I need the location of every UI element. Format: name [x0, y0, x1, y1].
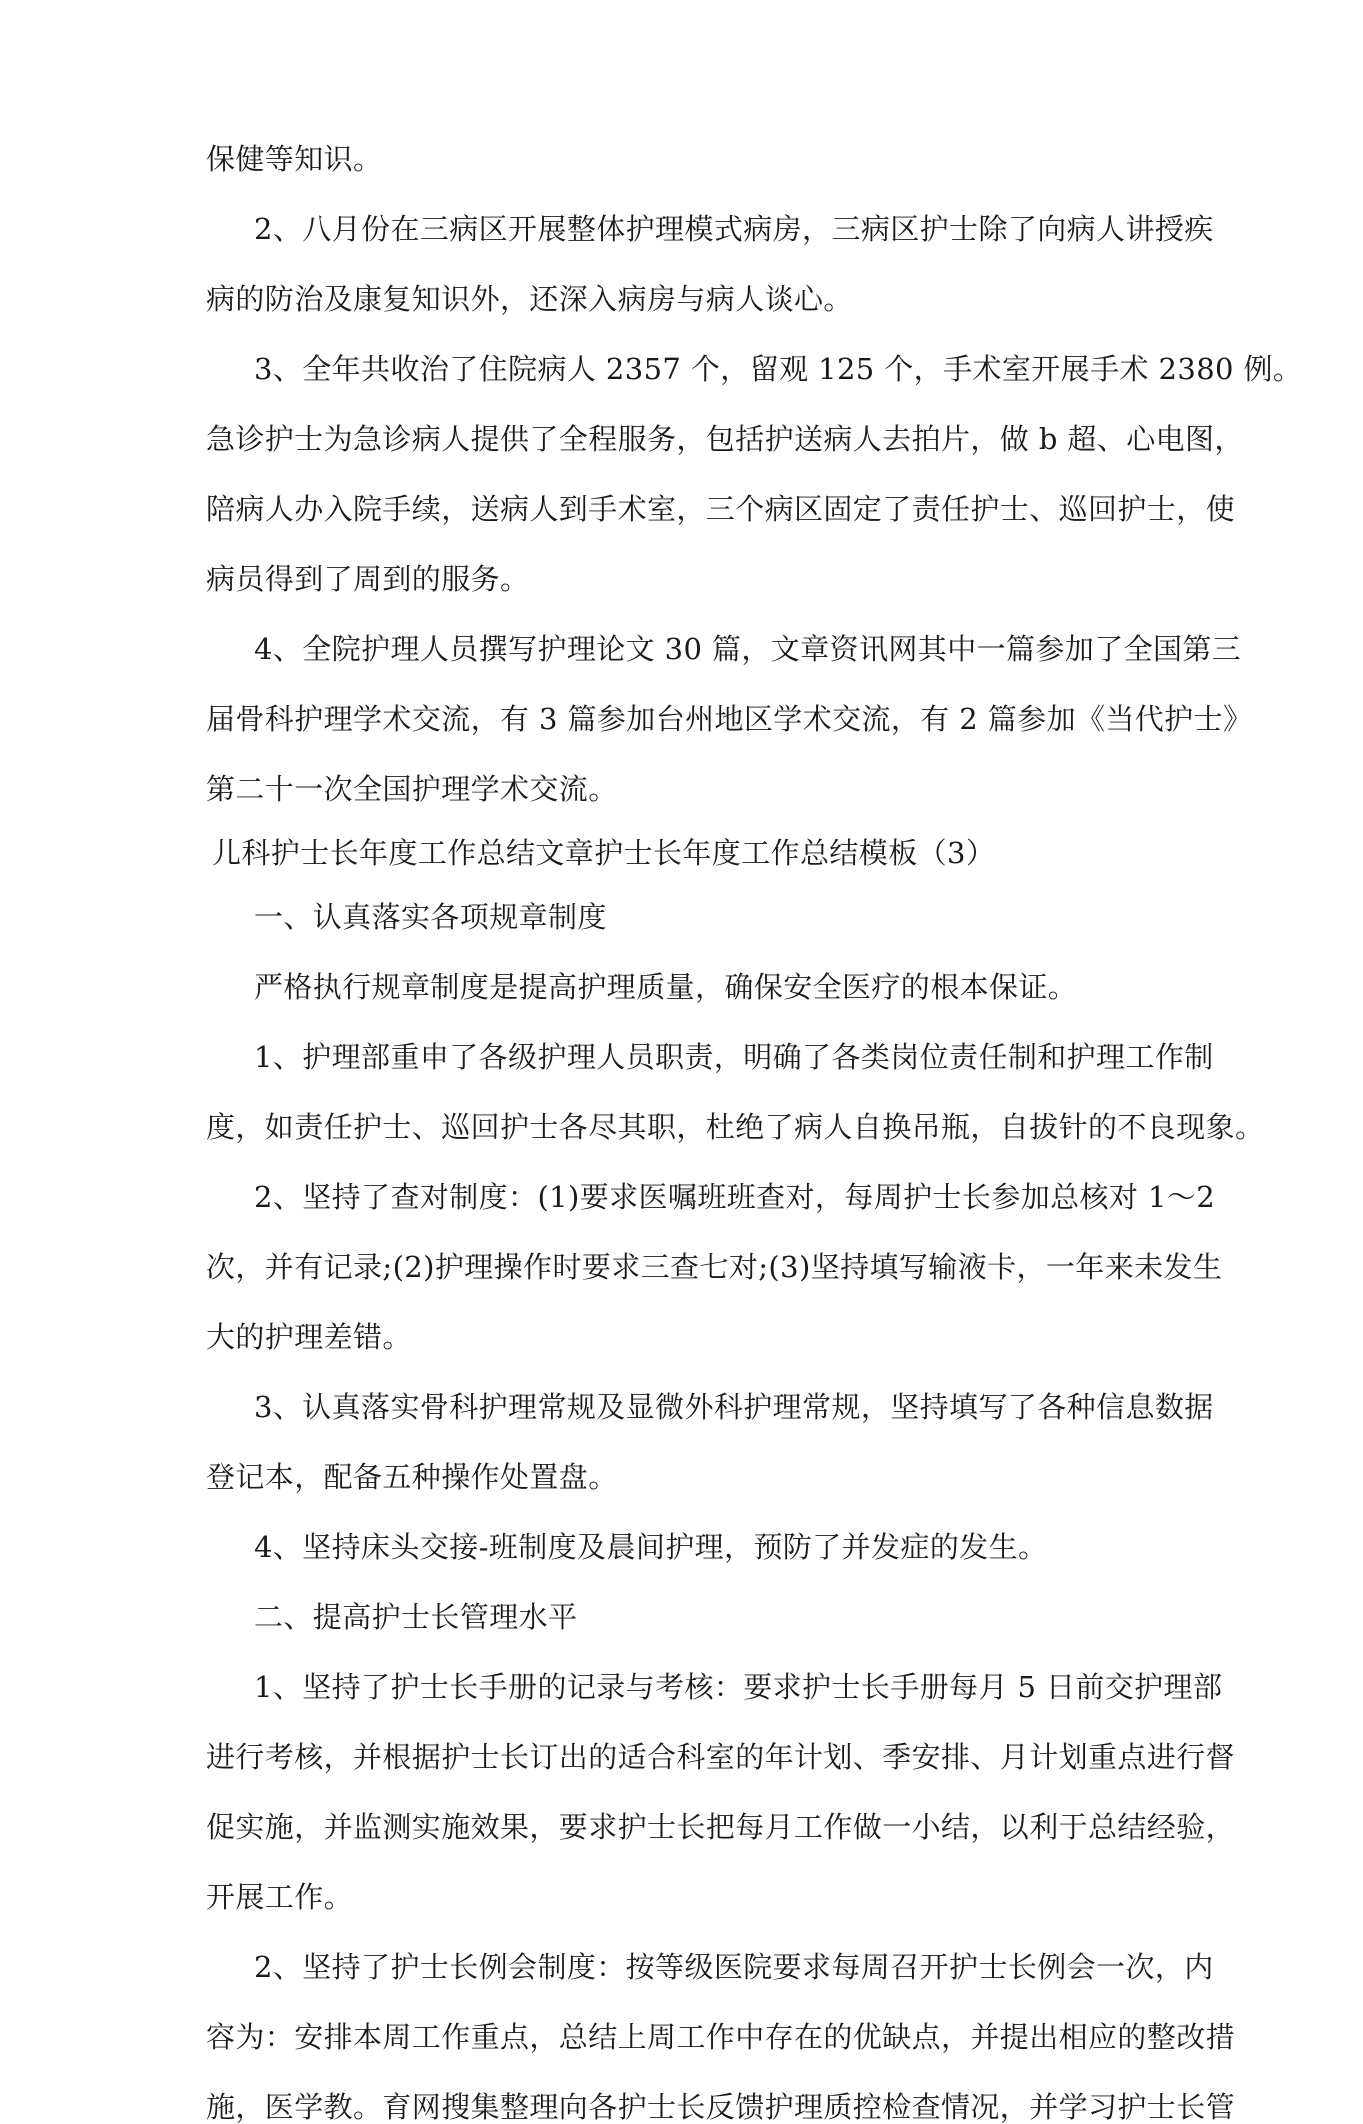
- text-line: 陪病人办入院手续，送病人到手术室，三个病区固定了责任护士、巡回护士，使: [206, 492, 1236, 526]
- text-line: 4、坚持床头交接-班制度及晨间护理，预防了并发症的发生。: [254, 1530, 1048, 1564]
- section-heading: 二、提高护士长管理水平: [254, 1600, 578, 1634]
- text-line: 大的护理差错。: [206, 1320, 412, 1354]
- text-line: 登记本，配备五种操作处置盘。: [206, 1460, 618, 1494]
- text-line: 次，并有记录;(2)护理操作时要求三查七对;(3)坚持填写输液卡，一年来未发生: [206, 1250, 1223, 1284]
- text-line: 第二十一次全国护理学术交流。: [206, 772, 618, 806]
- text-line: 促实施，并监测实施效果，要求护士长把每月工作做一小结，以利于总结经验，: [206, 1810, 1236, 1844]
- text-line: 严格执行规章制度是提高护理质量，确保安全医疗的根本保证。: [254, 970, 1078, 1004]
- document-page: [206, 142, 1303, 2124]
- section-heading: 一、认真落实各项规章制度: [254, 900, 607, 934]
- text-line: 1、坚持了护士长手册的记录与考核：要求护士长手册每月 5 日前交护理部: [254, 1670, 1223, 1704]
- text-line: 4、全院护理人员撰写护理论文 30 篇，文章资讯网其中一篇参加了全国第三: [254, 632, 1242, 666]
- text-line: 3、认真落实骨科护理常规及显微外科护理常规，坚持填写了各种信息数据: [254, 1390, 1214, 1424]
- text-line: 2、坚持了查对制度：(1)要求医嘱班班查对，每周护士长参加总核对 1～2: [254, 1180, 1216, 1214]
- text-line: 2、坚持了护士长例会制度：按等级医院要求每周召开护士长例会一次，内: [254, 1950, 1214, 1984]
- text-line: 届骨科护理学术交流，有 3 篇参加台州地区学术交流，有 2 篇参加《当代护士》: [206, 702, 1253, 736]
- text-line: 急诊护士为急诊病人提供了全程服务，包括护送病人去拍片，做 b 超、心电图，: [206, 422, 1244, 456]
- text-line: 容为：安排本周工作重点，总结上周工作中存在的优缺点，并提出相应的整改措: [206, 2020, 1236, 2054]
- text-line: 施，医学教。育网搜集整理向各护士长反馈护理质控检查情况，并学习护士长管: [206, 2090, 1236, 2124]
- text-line: 度，如责任护士、巡回护士各尽其职，杜绝了病人自换吊瓶，自拔针的不良现象。: [206, 1110, 1265, 1144]
- text-line: 2、八月份在三病区开展整体护理模式病房，三病区护士除了向病人讲授疾: [254, 212, 1214, 246]
- text-line: 病的防治及康复知识外，还深入病房与病人谈心。: [206, 282, 853, 316]
- text-line: 病员得到了周到的服务。: [206, 562, 530, 596]
- text-line: 开展工作。: [206, 1880, 354, 1914]
- text-line: 进行考核，并根据护士长订出的适合科室的年计划、季安排、月计划重点进行督: [206, 1740, 1236, 1774]
- text-line: 3、全年共收治了住院病人 2357 个，留观 125 个，手术室开展手术 2380 例。: [254, 352, 1303, 386]
- text-line: 1、护理部重申了各级护理人员职责，明确了各类岗位责任制和护理工作制: [254, 1040, 1214, 1074]
- section-title: 儿科护士长年度工作总结文章护士长年度工作总结模板（3）: [212, 836, 996, 870]
- text-line: 保健等知识。: [206, 142, 383, 176]
